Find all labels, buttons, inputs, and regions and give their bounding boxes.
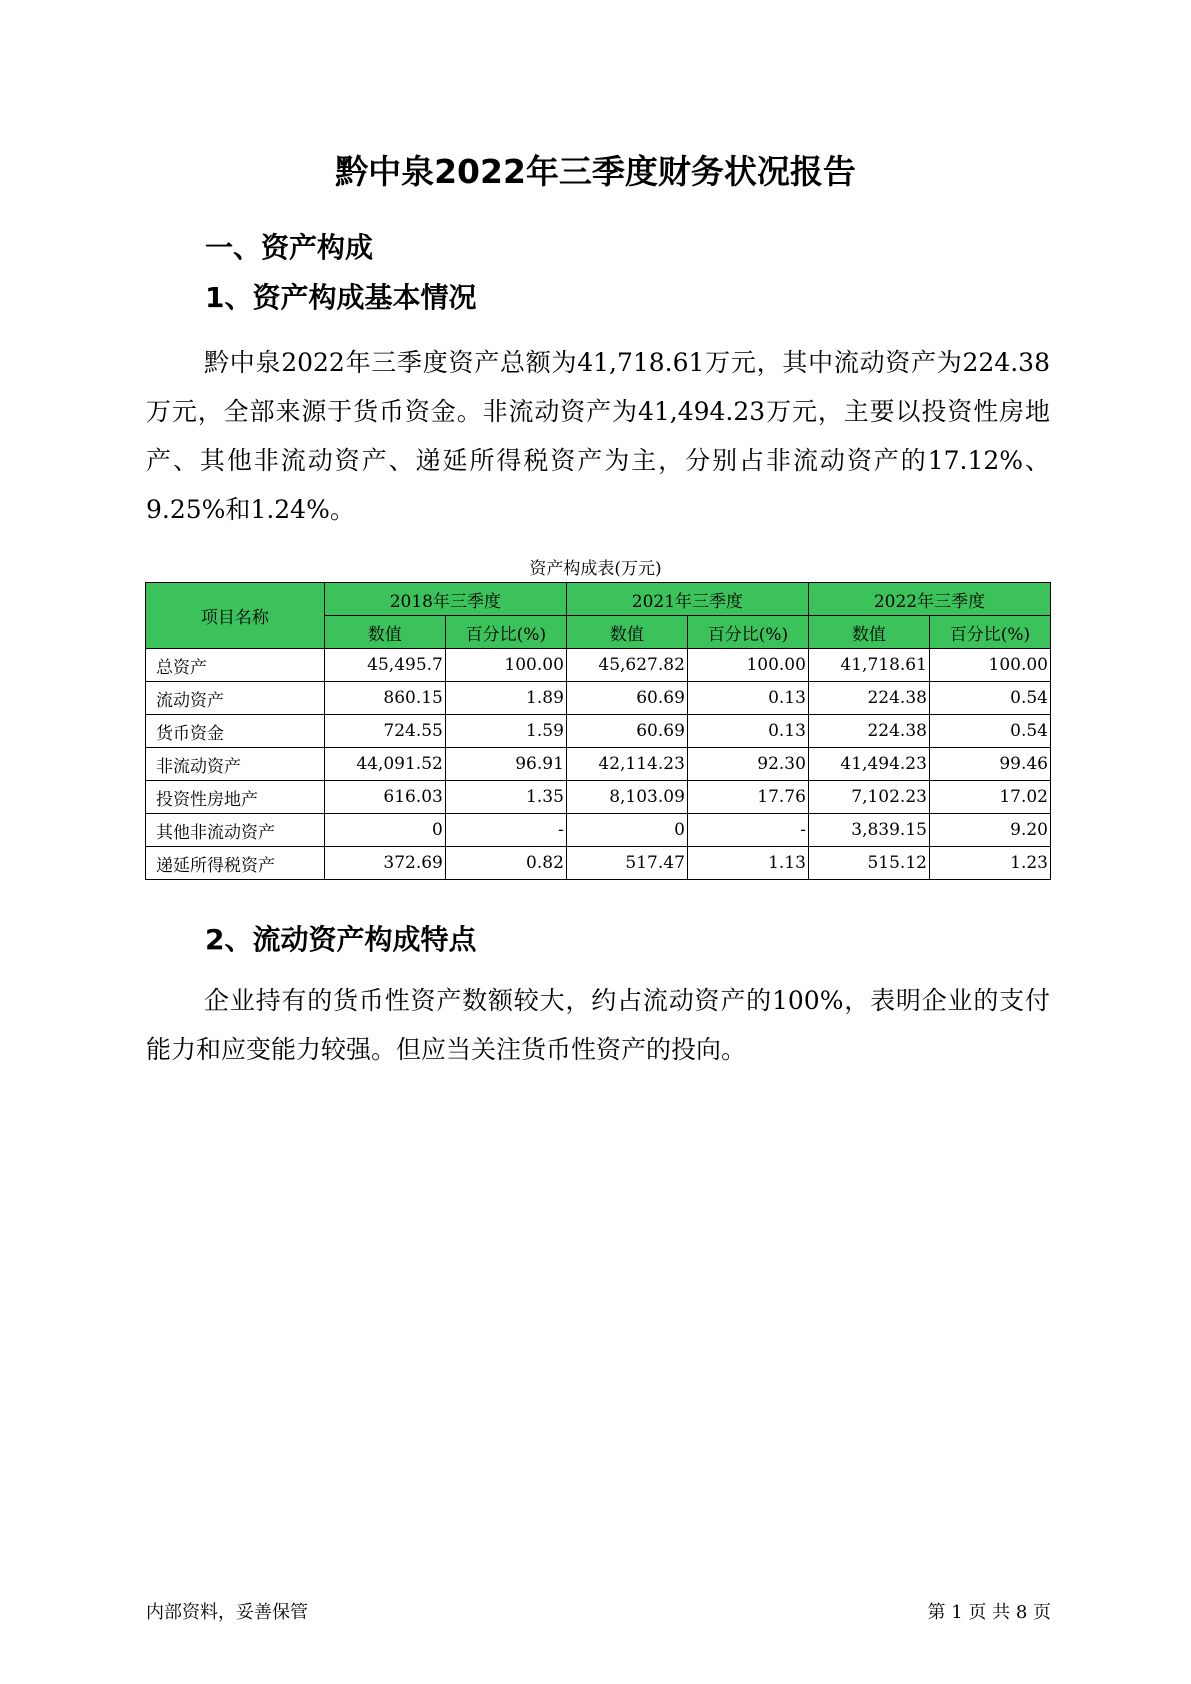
percent-cell: 0.13 [687,682,808,715]
percent-cell: 9.20 [929,814,1050,847]
subsection-heading-current-assets: 2、流动资产构成特点 [205,923,477,956]
value-cell: 3,839.15 [808,814,929,847]
paragraph-current-assets: 企业持有的货币性资产数额较大，约占流动资产的100%，表明企业的支付能力和应变能力较强。但应当关注货币性资产的投向。 [146,986,1050,1064]
row-label: 流动资产 [146,682,325,715]
percent-cell: 17.02 [929,781,1050,814]
percent-cell: 100.00 [929,649,1050,682]
value-cell: 41,718.61 [808,649,929,682]
percent-cell: 1.23 [929,847,1050,880]
value-cell: 8,103.09 [566,781,687,814]
value-cell: 60.69 [566,715,687,748]
value-cell: 224.38 [808,682,929,715]
section-heading-asset-composition: 一、资产构成 [205,231,374,264]
footer-confidential-note: 内部资料，妥善保管 [146,1602,308,1623]
header-period-2021: 2021年三季度 [566,583,808,616]
row-label: 其他非流动资产 [146,814,325,847]
value-cell: 45,627.82 [566,649,687,682]
document-title: 黔中泉2022年三季度财务状况报告 [335,152,856,191]
value-cell: 616.03 [324,781,445,814]
percent-cell: 0.13 [687,715,808,748]
value-cell: 42,114.23 [566,748,687,781]
row-label: 非流动资产 [146,748,325,781]
header-item-name: 项目名称 [146,583,325,649]
header-value: 数值 [808,616,929,649]
value-cell: 0 [324,814,445,847]
value-cell: 224.38 [808,715,929,748]
asset-composition-table [145,582,1051,880]
value-cell: 60.69 [566,682,687,715]
percent-cell: 0.54 [929,715,1050,748]
footer-page-number: 第 1 页 共 8 页 [927,1602,1051,1623]
percent-cell: 99.46 [929,748,1050,781]
row-label: 递延所得税资产 [146,847,325,880]
percent-cell: 1.13 [687,847,808,880]
table-caption: 资产构成表(万元) [529,559,662,579]
header-percent: 百分比(%) [929,616,1050,649]
row-label: 总资产 [146,649,325,682]
header-value: 数值 [324,616,445,649]
table-row [146,847,1051,880]
value-cell: 0 [566,814,687,847]
paragraph-basic-situation: 黔中泉2022年三季度资产总额为41,718.61万元，其中流动资产为224.38万元，全部来源于货币资金。非流动资产为41,494.23万元，主要以投资性房地产、其他非流动资产、递延所得税资产为主，分别占非流动资产的17.12%、9.25%和1.24%。 [146,348,1050,524]
value-cell: 45,495.7 [324,649,445,682]
table-row [146,682,1051,715]
row-label: 货币资金 [146,715,325,748]
header-value: 数值 [566,616,687,649]
percent-cell: 96.91 [445,748,566,781]
percent-cell: 92.30 [687,748,808,781]
percent-cell: - [445,814,566,847]
value-cell: 44,091.52 [324,748,445,781]
percent-cell: 1.35 [445,781,566,814]
percent-cell: - [687,814,808,847]
table-row [146,781,1051,814]
value-cell: 724.55 [324,715,445,748]
value-cell: 41,494.23 [808,748,929,781]
percent-cell: 100.00 [687,649,808,682]
value-cell: 517.47 [566,847,687,880]
value-cell: 372.69 [324,847,445,880]
row-label: 投资性房地产 [146,781,325,814]
table-row [146,649,1051,682]
header-period-2018: 2018年三季度 [324,583,566,616]
percent-cell: 0.82 [445,847,566,880]
header-percent: 百分比(%) [687,616,808,649]
table-row [146,814,1051,847]
subsection-heading-basic: 1、资产构成基本情况 [205,281,477,314]
header-period-2022: 2022年三季度 [808,583,1050,616]
table-row [146,715,1051,748]
percent-cell: 100.00 [445,649,566,682]
value-cell: 7,102.23 [808,781,929,814]
percent-cell: 1.89 [445,682,566,715]
table-row [146,748,1051,781]
percent-cell: 0.54 [929,682,1050,715]
header-percent: 百分比(%) [445,616,566,649]
value-cell: 860.15 [324,682,445,715]
percent-cell: 1.59 [445,715,566,748]
percent-cell: 17.76 [687,781,808,814]
value-cell: 515.12 [808,847,929,880]
